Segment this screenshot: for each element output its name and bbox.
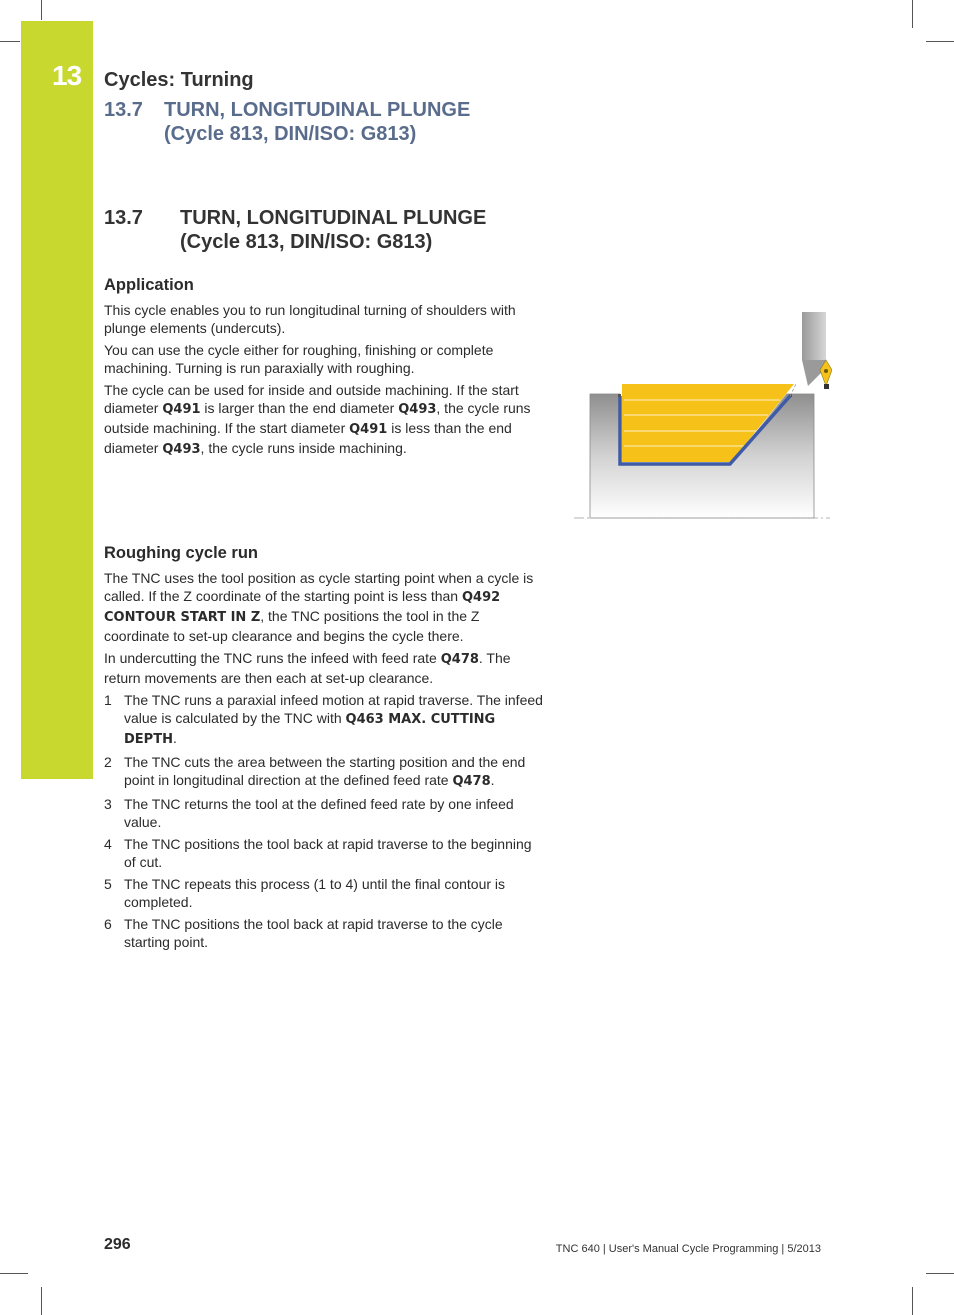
text-run: The TNC cuts the area between the starting position and the end point in longitudinal direction at the defined feed rate xyxy=(124,754,526,788)
running-header xyxy=(104,68,470,146)
roughing-heading: Roughing cycle run xyxy=(104,544,259,562)
text-run: is larger than the end diameter xyxy=(200,400,399,416)
list-item xyxy=(104,753,544,791)
step-number: 4 xyxy=(104,836,112,852)
param-q493: Q493 xyxy=(398,402,437,417)
step-number: 3 xyxy=(104,796,112,812)
roughing-paragraph-1 xyxy=(104,569,544,645)
application-paragraph-2: You can use the cycle either for roughing, finishing or complete machining. Turning is run paraxially with roughing. xyxy=(104,342,494,376)
application-heading: Application xyxy=(104,276,194,294)
crop-mark xyxy=(926,41,954,42)
step-number: 5 xyxy=(104,876,112,892)
footer-text: TNC 640 | User's Manual Cycle Programming | 5/2013 xyxy=(555,1243,821,1255)
text-run: is less than the end diameter xyxy=(104,420,512,456)
param-q478: Q478 xyxy=(440,652,479,667)
param-q491: Q491 xyxy=(349,422,388,437)
chapter-tab xyxy=(21,21,93,779)
text-run: . xyxy=(490,772,495,788)
step-number: 1 xyxy=(104,692,112,708)
list-item xyxy=(104,795,544,831)
step-text: The TNC positions the tool back at rapid traverse to the cycle starting point. xyxy=(124,916,503,950)
running-section-title xyxy=(104,98,470,146)
section-title-line1: TURN, LONGITUDINAL PLUNGE xyxy=(180,207,487,229)
param-q491: Q491 xyxy=(162,402,201,417)
text-run: . xyxy=(172,730,177,746)
text-run: , the TNC positions the tool in the Z coordinate to set-up clearance and begins the cycle there. xyxy=(104,608,480,644)
list-item xyxy=(104,691,544,749)
chapter-number: 13 xyxy=(52,60,82,91)
page-number: 296 xyxy=(104,1236,131,1253)
list-item xyxy=(104,915,544,951)
step-text: The TNC returns the tool at the defined feed rate by one infeed value. xyxy=(124,796,514,830)
step-text: The TNC repeats this process (1 to 4) until the final contour is completed. xyxy=(124,876,506,910)
turning-tool xyxy=(802,312,832,389)
crop-mark xyxy=(912,1287,913,1315)
param-q478: Q478 xyxy=(452,774,491,789)
running-section-line2: (Cycle 813, DIN/ISO: G813) xyxy=(164,123,417,145)
start-point-marker xyxy=(618,394,621,397)
crop-mark xyxy=(41,1287,42,1315)
crop-mark xyxy=(0,41,20,42)
text-run: , the cycle runs inside machining. xyxy=(200,440,407,456)
running-section-line1: TURN, LONGITUDINAL PLUNGE xyxy=(164,99,471,121)
step-number: 2 xyxy=(104,754,112,770)
param-q463: Q463 MAX. CUTTING DEPTH xyxy=(124,712,496,747)
crop-mark xyxy=(926,1273,954,1274)
text-run: In undercutting the TNC runs the infeed with feed rate xyxy=(104,650,441,666)
roughing-steps-list xyxy=(104,691,544,951)
step-text: The TNC positions the tool back at rapid traverse to the beginning of cut. xyxy=(124,836,532,870)
text-run: The TNC uses the tool position as cycle starting point when a cycle is called. If the Z coordinate of the starting point is less than xyxy=(104,570,534,604)
running-section-number: 13.7 xyxy=(104,99,143,121)
section-heading xyxy=(104,206,486,254)
crop-mark xyxy=(912,0,913,28)
application-paragraph-3 xyxy=(104,381,544,459)
list-item xyxy=(104,875,544,911)
list-item xyxy=(104,835,544,871)
step-number: 6 xyxy=(104,916,112,932)
section-title-line2: (Cycle 813, DIN/ISO: G813) xyxy=(180,231,433,253)
chapter-title: Cycles: Turning xyxy=(104,69,254,91)
param-q493: Q493 xyxy=(162,442,201,457)
text-run: The TNC runs a paraxial infeed motion at rapid traverse. The infeed value is calculated by the TNC with xyxy=(124,692,543,726)
section-number: 13.7 xyxy=(104,207,143,229)
roughing-paragraph-2 xyxy=(104,649,544,687)
application-block xyxy=(104,276,544,463)
param-q492: Q492 CONTOUR START IN Z xyxy=(104,590,501,625)
crop-mark xyxy=(0,1273,28,1274)
text-run: , the cycle runs outside machining. If the start diameter xyxy=(104,400,531,436)
roughing-block xyxy=(104,544,544,955)
application-paragraph-1: This cycle enables you to run longitudinal turning of shoulders with plunge elements (undercuts). xyxy=(104,302,516,336)
crop-mark xyxy=(41,0,42,20)
plunge-turning-illustration xyxy=(572,308,832,523)
text-run: . The return movements are then each at set-up clearance. xyxy=(104,650,511,686)
text-run: The cycle can be used for inside and outside machining. If the start diameter xyxy=(104,382,519,416)
